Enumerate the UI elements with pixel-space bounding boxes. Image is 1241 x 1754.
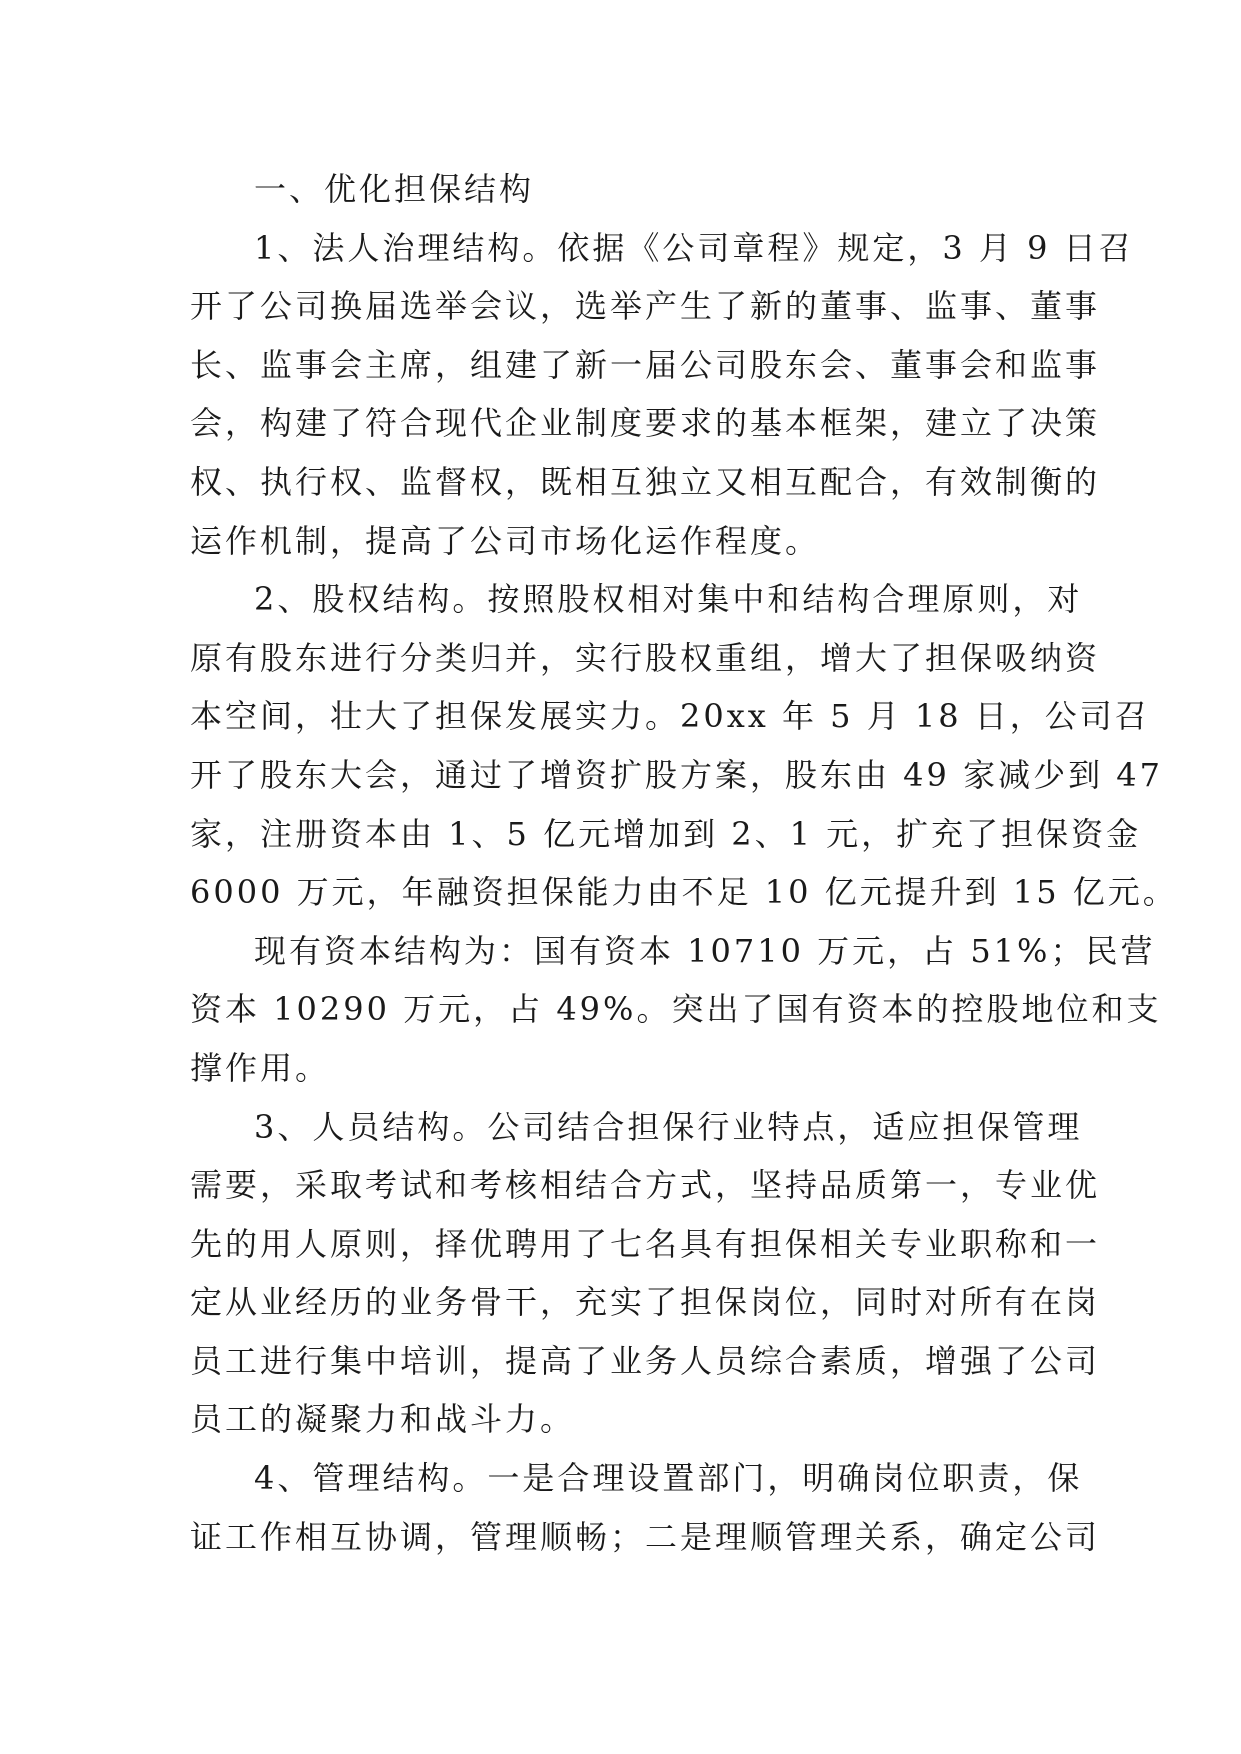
paragraph-line: 1、法人治理结构。依据《公司章程》规定，3 月 9 日召 [254, 228, 1134, 267]
paragraph-line: 现有资本结构为：国有资本 10710 万元，占 51%；民营 [254, 931, 1156, 970]
paragraph-line: 原有股东进行分类归并，实行股权重组，增大了担保吸纳资 [190, 638, 1101, 677]
paragraph-line: 开了公司换届选举会议，选举产生了新的董事、监事、董事 [190, 287, 1101, 326]
paragraph-line: 资本 10290 万元，占 49%。突出了国有资本的控股地位和支 [190, 990, 1162, 1029]
paragraph-line: 长、监事会主席，组建了新一届公司股东会、董事会和监事 [190, 345, 1101, 384]
paragraph-line: 撑作用。 [190, 1048, 331, 1087]
paragraph-line: 证工作相互协调，管理顺畅；二是理顺管理关系，确定公司 [190, 1517, 1101, 1556]
paragraph-line: 需要，采取考试和考核相结合方式，坚持品质第一，专业优 [190, 1166, 1101, 1205]
paragraph-line: 员工进行集中培训，提高了业务人员综合素质，增强了公司 [190, 1341, 1101, 1380]
paragraph-line: 3、人员结构。公司结合担保行业特点，适应担保管理 [254, 1107, 1083, 1146]
section-heading: 一、优化担保结构 [254, 170, 535, 208]
paragraph-line: 家，注册资本由 1、5 亿元增加到 2、1 元，扩充了担保资金 [190, 814, 1142, 853]
paragraph-line: 员工的凝聚力和战斗力。 [190, 1400, 576, 1439]
paragraph-line: 定从业经历的业务骨干，充实了担保岗位，同时对所有在岗 [190, 1283, 1101, 1322]
paragraph-line: 先的用人原则，择优聘用了七名具有担保相关专业职称和一 [190, 1224, 1101, 1263]
paragraph-line: 权、执行权、监督权，既相互独立又相互配合，有效制衡的 [190, 462, 1101, 501]
paragraph-line: 开了股东大会，通过了增资扩股方案，股东由 49 家减少到 47 [190, 755, 1163, 794]
paragraph-line: 本空间，壮大了担保发展实力。20xx 年 5 月 18 日，公司召 [190, 697, 1150, 736]
paragraph-line: 2、股权结构。按照股权相对集中和结构合理原则，对 [254, 580, 1083, 619]
document-body [190, 160, 1178, 1566]
paragraph-line: 6000 万元，年融资担保能力由不足 10 亿元提升到 15 亿元。 [190, 873, 1178, 912]
paragraph-line: 会，构建了符合现代企业制度要求的基本框架，建立了决策 [190, 404, 1101, 443]
paragraph-line: 运作机制，提高了公司市场化运作程度。 [190, 521, 821, 560]
paragraph-line: 4、管理结构。一是合理设置部门，明确岗位职责，保 [254, 1459, 1083, 1498]
